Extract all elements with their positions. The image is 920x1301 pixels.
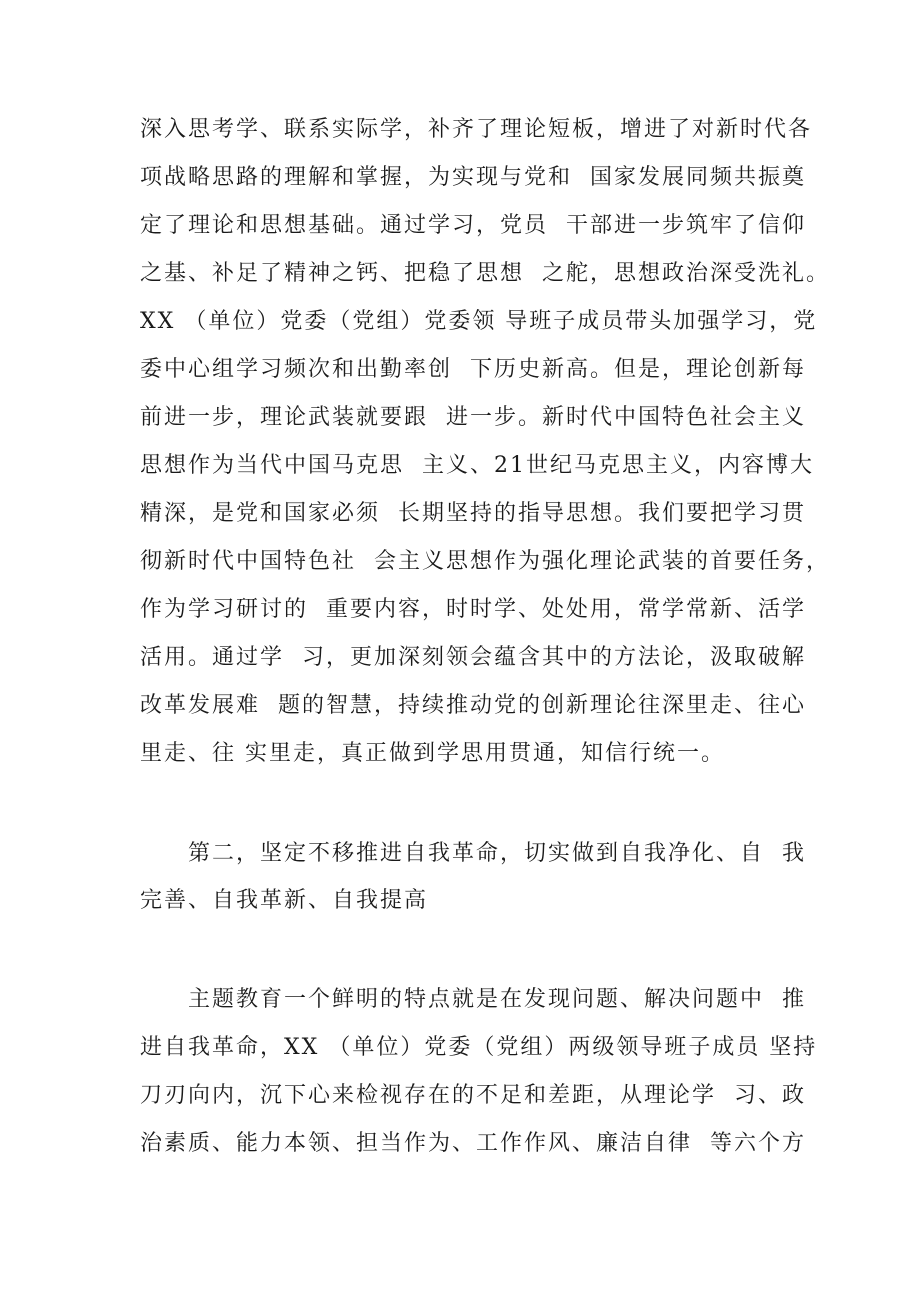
- text-line: 思想作为当代中国马克思 主义、21世纪马克思主义，内容博大: [140, 453, 814, 478]
- heading-line: 第二，坚定不移推进自我革命，切实做到自我净化、自 我: [188, 841, 806, 866]
- heading-line: 完善、自我革新、自我提高: [140, 888, 429, 913]
- text-line: 进自我革命，XX （单位）党委（党组）两级领导班子成员 坚持: [140, 1035, 818, 1060]
- text-line: 彻新时代中国特色社 会主义思想作为强化理论武装的首要任务，: [140, 549, 830, 574]
- text-line: 精深，是党和国家必须 长期坚持的指导思想。我们要把学习贯: [140, 501, 806, 526]
- text-line: 作为学习研讨的 重要内容，时时学、处处用，常学常新、活学: [140, 597, 806, 622]
- text-line: 刀刃向内，沉下心来检视存在的不足和差距，从理论学 习、政: [140, 1083, 806, 1108]
- text-line: 改革发展难 题的智慧，持续推动党的创新理论往深里走、往心: [140, 693, 806, 718]
- text-line: 定了理论和思想基础。通过学习，党员 干部进一步筑牢了信仰: [140, 213, 806, 238]
- text-line: 里走、往 实里走，真正做到学思用贯通，知信行统一。: [140, 741, 725, 766]
- text-line: 之基、补足了精神之钙、把稳了思想 之舵，思想政治深受洗礼。: [140, 261, 830, 286]
- text-line: 治素质、能力本领、担当作为、工作作风、廉洁自律 等六个方: [140, 1131, 806, 1156]
- text-line: 前进一步，理论武装就要跟 进一步。新时代中国特色社会主义: [140, 405, 806, 430]
- text-line: 深入思考学、联系实际学，补齐了理论短板，增进了对新时代各: [140, 117, 813, 142]
- text-line: 项战略思路的理解和掌握，为实现与党和 国家发展同频共振奠: [140, 165, 806, 190]
- text-line: 委中心组学习频次和出勤率创 下历史新高。但是，理论创新每: [140, 357, 806, 382]
- text-line: XX （单位）党委（党组）党委领 导班子成员带头加强学习，党: [140, 309, 818, 334]
- text-line: 活用。通过学 习，更加深刻领会蕴含其中的方法论，汲取破解: [140, 645, 806, 670]
- text-line: 主题教育一个鲜明的特点就是在发现问题、解决问题中 推: [188, 987, 806, 1012]
